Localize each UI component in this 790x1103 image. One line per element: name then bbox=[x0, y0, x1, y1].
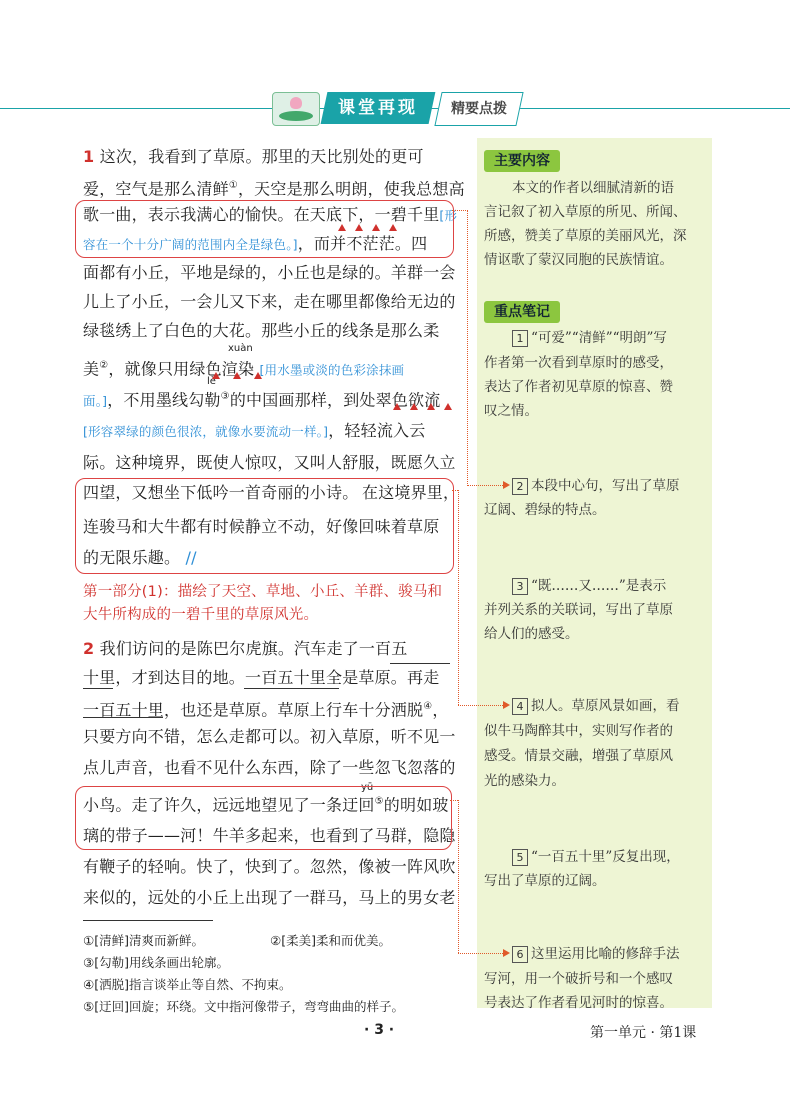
note-2-text: 辽阔、碧绿的特点。 bbox=[484, 502, 606, 518]
note-5-text: 写出了草原的辽阔。 bbox=[484, 873, 606, 889]
text-line: 小鸟。走了许久，远远地望见了一条迂回⑤的明如玻 bbox=[83, 795, 449, 815]
connector-line bbox=[452, 210, 468, 211]
connector-line bbox=[458, 800, 459, 953]
text-line: 际。这种境界，既使人惊叹，又叫人舒服，既愿久立 bbox=[83, 453, 456, 472]
main-content-tag: 主要内容 bbox=[484, 150, 560, 172]
connector-line bbox=[467, 210, 468, 486]
text-line: 爱，空气是那么清鲜①，天空是那么明朗，使我总想高 bbox=[83, 179, 465, 199]
sidebar-text: 所感，赞美了草原的美丽风光，深 bbox=[484, 228, 687, 244]
note-3-text: 并列关系的关联词，写出了草原 bbox=[484, 602, 673, 618]
text-line: 有鞭子的轻响。快了，快到了。忽然，像被一阵风吹 bbox=[83, 857, 456, 876]
note-2: 2 本段中心句，写出了草原 bbox=[512, 476, 680, 496]
note-6-text: 号表达了作者看见河时的惊喜。 bbox=[484, 995, 673, 1011]
text-line: 连骏马和大牛都有时候静立不动，好像回味着草原 bbox=[83, 517, 440, 536]
note-1-text: 叹之情。 bbox=[484, 403, 538, 419]
note-1-text: 作者第一次看到草原时的感受， bbox=[484, 355, 673, 371]
footnote: ②[柔美]柔和而优美。 bbox=[270, 933, 391, 948]
pinyin-yu: yū bbox=[361, 782, 374, 793]
emphasis-mark bbox=[444, 403, 452, 410]
connector-line bbox=[450, 800, 458, 801]
unit-label: 第一单元 · 第1课 bbox=[590, 1025, 697, 1041]
sidebar-text: 情讴歌了蒙汉同胞的民族情谊。 bbox=[484, 252, 673, 268]
footnote: ⑤[迂回]回旋；环绕。文中指河像带子，弯弯曲曲的样子。 bbox=[83, 999, 404, 1014]
text-line: 的无限乐趣。 // bbox=[83, 548, 197, 567]
footnote: ①[清鲜]清爽而新鲜。 bbox=[83, 933, 204, 948]
underline bbox=[83, 688, 113, 689]
text-line: [形容翠绿的颜色很浓，就像水要流动一样。]，轻轻流入云 bbox=[83, 421, 426, 440]
connector-arrow bbox=[503, 949, 510, 957]
text-line: 面。]，不用墨线勾勒③的中国画那样，到处翠色欲流 bbox=[83, 390, 441, 410]
text-line: 十里，才到达目的地。一百五十里全是草原。再走 bbox=[83, 668, 440, 687]
underline bbox=[390, 663, 450, 664]
emphasis-mark bbox=[393, 403, 401, 410]
sidebar-text: 言记叙了初入草原的所见、所闻、 bbox=[484, 204, 687, 220]
emphasis-mark bbox=[427, 403, 435, 410]
text-line: 一百五十里，也还是草原。草原上行车十分洒脱④， bbox=[83, 700, 449, 720]
text-line: 璃的带子——河！牛羊多起来，也看到了马群，隐隐 bbox=[83, 826, 456, 845]
connector-line bbox=[458, 953, 503, 954]
underline bbox=[83, 717, 163, 718]
pinyin-xuan: xuàn bbox=[228, 343, 253, 354]
highlight-box-2 bbox=[75, 478, 454, 574]
pinyin-le: lè bbox=[207, 376, 216, 387]
emphasis-mark bbox=[233, 372, 241, 379]
text-line: 四望，又想坐下低吟一首奇丽的小诗。 bbox=[83, 483, 359, 502]
underline bbox=[244, 688, 339, 689]
text-line: 只要方向不错，怎么走都可以。初入草原，听不见一 bbox=[83, 727, 456, 746]
text-line: 美②，就像只用绿色渲染 [用水墨或淡的色彩涂抹画 bbox=[83, 359, 405, 379]
text-line: 容在一个十分广阔的范围内全是绿色。]，而并不茫茫。四 bbox=[83, 234, 428, 253]
text-line: 绿毯绣上了白色的大花。那些小丘的线条是那么柔 bbox=[83, 321, 440, 340]
note-3: 3 “既……又……”是表示 bbox=[512, 576, 666, 596]
emphasis-mark bbox=[338, 224, 346, 231]
text-line: 2 我们访问的是陈巴尔虎旗。汽车走了一百五 bbox=[83, 639, 408, 658]
note-6-text: 写河，用一个破折号和一个感叹 bbox=[484, 971, 673, 987]
key-notes-tag: 重点笔记 bbox=[484, 301, 560, 323]
connector-arrow bbox=[503, 701, 510, 709]
footnote: ④[洒脱]指言谈举止等自然、不拘束。 bbox=[83, 977, 292, 992]
highlight-box-3 bbox=[75, 786, 452, 850]
note-3-text: 给人们的感受。 bbox=[484, 626, 579, 642]
text-line: 1 这次，我看到了草原。那里的天比别处的更可 bbox=[83, 147, 424, 166]
note-4-text: 光的感染力。 bbox=[484, 773, 565, 789]
emphasis-mark bbox=[212, 372, 220, 379]
text-line: 来似的，远处的小丘上出现了一群马，马上的男女老 bbox=[83, 888, 456, 907]
section-title: 课堂再现 bbox=[321, 92, 436, 124]
section-summary: 第一部分(1)：描绘了天空、草地、小丘、羊群、骏马和 bbox=[83, 584, 443, 600]
text-line: 点儿声音，也看不见什么东西，除了一些忽飞忽落的 bbox=[83, 758, 456, 777]
section-banner bbox=[272, 90, 522, 126]
emphasis-mark bbox=[389, 224, 397, 231]
text-line: 儿上了小丘，一会儿又下来，走在哪里都像给无边的 bbox=[83, 292, 456, 311]
emphasis-mark bbox=[410, 403, 418, 410]
page-number: · 3 · bbox=[364, 1022, 395, 1038]
emphasis-mark bbox=[254, 372, 262, 379]
sidebar-text: 本文的作者以细腻清新的语 bbox=[512, 180, 674, 196]
note-1-text: 表达了作者初见草原的惊喜、赞 bbox=[484, 379, 673, 395]
highlight-box-1 bbox=[75, 200, 454, 258]
connector-line bbox=[458, 490, 459, 705]
section-summary: 大牛所构成的一碧千里的草原风光。 bbox=[83, 607, 319, 623]
lotus-icon bbox=[272, 92, 320, 126]
footnote: ③[勾勒]用线条画出轮廓。 bbox=[83, 955, 229, 970]
text-line: 面都有小丘，平地是绿的，小丘也是绿的。羊群一会 bbox=[83, 263, 456, 282]
note-1: 1 “可爱”“清鲜”“明朗”写 bbox=[512, 328, 667, 348]
emphasis-mark bbox=[355, 224, 363, 231]
note-4-text: 感受。情景交融，增强了草原风 bbox=[484, 748, 673, 764]
connector-arrow bbox=[503, 481, 510, 489]
connector-line bbox=[458, 705, 503, 706]
connector-line bbox=[467, 485, 503, 486]
note-5: 5 “一百五十里”反复出现， bbox=[512, 847, 680, 867]
note-4-text: 似牛马陶醉其中，实则写作者的 bbox=[484, 723, 673, 739]
emphasis-mark bbox=[372, 224, 380, 231]
section-subtitle: 精要点拨 bbox=[434, 92, 523, 126]
text-line: 在这境界里， bbox=[362, 483, 460, 502]
text-line: 歌一曲，表示我满心的愉快。在天底下，一碧千里[形 bbox=[83, 205, 458, 224]
note-4: 4 拟人。草原风景如画，看 bbox=[512, 696, 680, 716]
note-6: 6 这里运用比喻的修辞手法 bbox=[512, 944, 680, 964]
footnote-rule bbox=[83, 920, 213, 921]
